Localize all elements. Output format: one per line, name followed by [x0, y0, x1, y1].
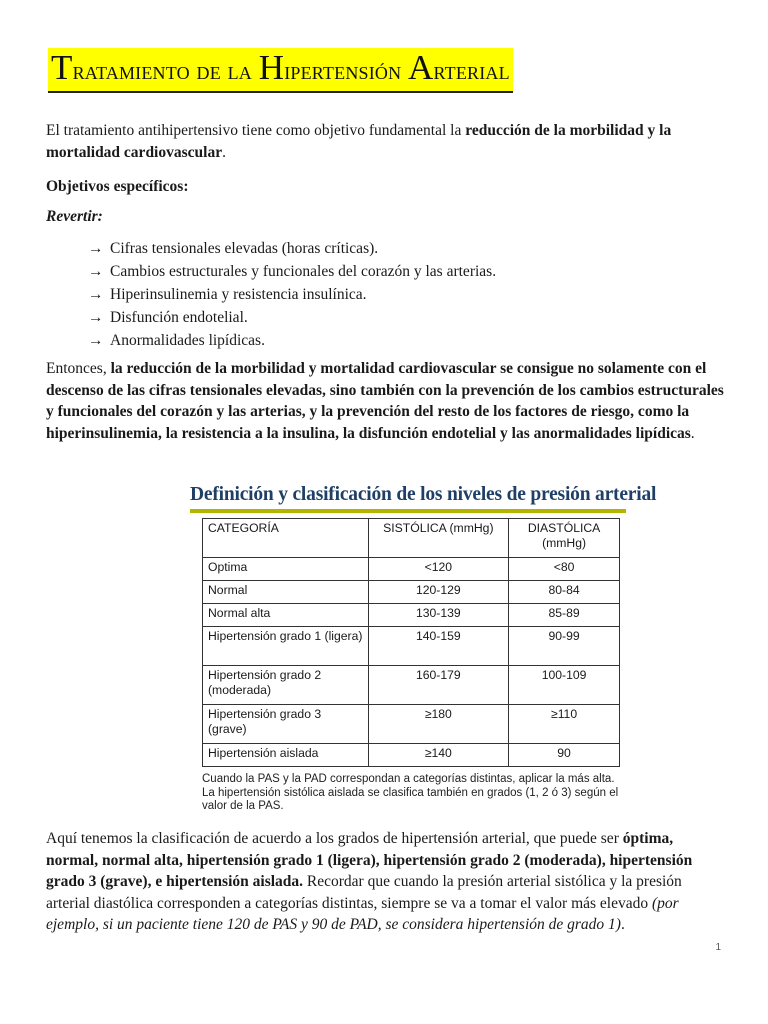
cell-categoria: Hipertensión grado 3 (grave) — [203, 705, 369, 744]
cell-sistolica: <120 — [368, 558, 509, 581]
arrow-icon: → — [88, 240, 104, 257]
list-item: → Hiperinsulinemia y resistencia insulínica. — [88, 283, 496, 306]
arrow-icon: → — [88, 286, 104, 303]
cell-diastolica: ≥110 — [509, 705, 620, 744]
cell-sistolica: 160-179 — [368, 666, 509, 705]
cell-diastolica: 90-99 — [509, 627, 620, 666]
cell-categoria: Normal — [203, 581, 369, 604]
revertir-heading: Revertir: — [46, 208, 103, 225]
cell-categoria: Optima — [203, 558, 369, 581]
figure-notes — [202, 773, 622, 814]
table-row — [203, 581, 620, 604]
figure-note-2: La hipertensión sistólica aislada se clasifica también en grados (1, 2 ó 3) según el valor de la PAS. — [202, 786, 619, 812]
cell-diastolica: <80 — [509, 558, 620, 581]
header-sistolica: SISTÓLICA (mmHg) — [368, 519, 509, 558]
list-item: → Disfunción endotelial. — [88, 306, 496, 329]
list-item: → Anormalidades lipídicas. — [88, 329, 496, 352]
cell-categoria: Hipertensión grado 2 (moderada) — [203, 666, 369, 705]
cell-diastolica: 85-89 — [509, 604, 620, 627]
aqui-paragraph: Aquí tenemos la clasificación de acuerdo a los grados de hipertensión arterial, que puede ser óptima, normal, normal alta, hipertensión grado 1 (ligera), hipertensión grado 2 (moderada), hipertensión grado 3 (grave), e hipertensión aislada. Recordar que cuando la presión arterial sistólica y la presión arterial diastólica corresponden a categorías distintas, siempre se va a tomar el valor más elevado (por ejemplo, si un paciente tiene 120 de PAS y 90 de PAD, se considera hipertensión de grado 1). — [46, 830, 693, 933]
cell-diastolica: 80-84 — [509, 581, 620, 604]
cell-sistolica: ≥140 — [368, 744, 509, 767]
table-row — [203, 666, 620, 705]
entonces-paragraph: Entonces, la reducción de la morbilidad y mortalidad cardiovascular se consigue no solamente con el descenso de las cifras tensionales elevadas, sino también con la prevención de los cambios estructurales y funcionales del corazón y las arterias, y la prevención del resto de los factores de riesgo, como la hiperinsulinemia, la resistencia a la insulina, la disfunción endotelial y las anormalidades lipídicas. — [46, 360, 724, 442]
cell-sistolica: ≥180 — [368, 705, 509, 744]
cell-diastolica: 100-109 — [509, 666, 620, 705]
cell-diastolica: 90 — [509, 744, 620, 767]
figure-note-1: Cuando la PAS y la PAD correspondan a categorías distintas, aplicar la más alta. — [202, 773, 615, 785]
page-title: Tratamiento de la Hipertensión Arterial — [48, 48, 513, 93]
cell-sistolica: 140-159 — [368, 627, 509, 666]
arrow-icon: → — [88, 309, 104, 326]
title-wrapper — [48, 48, 513, 93]
figure-title: Definición y clasificación de los niveles de presión arterial — [190, 484, 657, 505]
table-row — [203, 604, 620, 627]
header-categoria: CATEGORÍA — [203, 519, 369, 558]
classification-figure — [190, 484, 657, 814]
header-diastolica: DIASTÓLICA (mmHg) — [509, 519, 620, 558]
table-row — [203, 558, 620, 581]
table-row — [203, 705, 620, 744]
figure-underline — [190, 509, 626, 513]
objetivos-heading: Objetivos específicos: — [46, 178, 189, 195]
blood-pressure-table — [202, 518, 620, 767]
list-item: → Cifras tensionales elevadas (horas críticas). — [88, 237, 496, 260]
cell-sistolica: 130-139 — [368, 604, 509, 627]
cell-sistolica: 120-129 — [368, 581, 509, 604]
cell-categoria: Hipertensión grado 1 (ligera) — [203, 627, 369, 666]
table-header-row — [203, 519, 620, 558]
revertir-list — [88, 237, 496, 352]
arrow-icon: → — [88, 332, 104, 349]
table-row — [203, 627, 620, 666]
list-item: → Cambios estructurales y funcionales del corazón y las arterias. — [88, 260, 496, 283]
table-row — [203, 744, 620, 767]
intro-paragraph: El tratamiento antihipertensivo tiene como objetivo fundamental la reducción de la morbilidad y la mortalidad cardiovascular. — [46, 122, 672, 161]
cell-categoria: Normal alta — [203, 604, 369, 627]
arrow-icon: → — [88, 263, 104, 280]
page-number: 1 — [715, 942, 721, 953]
cell-categoria: Hipertensión aislada — [203, 744, 369, 767]
